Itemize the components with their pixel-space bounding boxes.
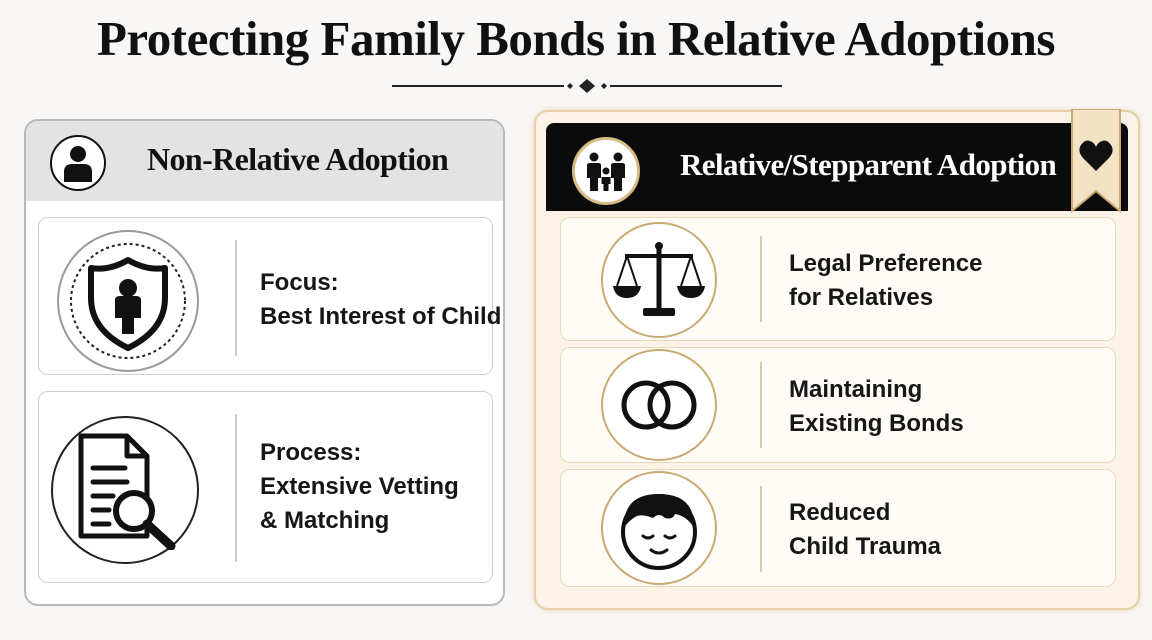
card-divider bbox=[760, 486, 762, 572]
card-divider bbox=[235, 414, 237, 562]
focus-value: Best Interest of Child bbox=[260, 303, 502, 330]
child-trauma-line2: Child Trauma bbox=[789, 533, 942, 560]
non-relative-header bbox=[26, 121, 503, 201]
non-relative-panel bbox=[24, 119, 505, 606]
focus-label: Focus: bbox=[260, 269, 339, 296]
process-label: Process: bbox=[260, 439, 362, 466]
process-text bbox=[260, 436, 459, 538]
card-divider bbox=[760, 236, 762, 322]
process-value-2: & Matching bbox=[260, 507, 390, 534]
scales-icon bbox=[601, 222, 717, 338]
legal-preference-text bbox=[789, 247, 982, 315]
heart-ribbon bbox=[1070, 109, 1122, 213]
document-search-icon bbox=[51, 416, 199, 564]
process-card bbox=[38, 391, 493, 583]
existing-bonds-line2: Existing Bonds bbox=[789, 410, 964, 437]
card-divider bbox=[760, 362, 762, 448]
person-icon bbox=[50, 135, 106, 191]
focus-text bbox=[260, 266, 501, 334]
existing-bonds-text bbox=[789, 373, 964, 441]
child-face-icon bbox=[601, 471, 717, 585]
focus-card bbox=[38, 217, 502, 375]
shield-person-icon bbox=[57, 230, 199, 372]
legal-preference-card bbox=[560, 217, 1116, 341]
process-value-1: Extensive Vetting bbox=[260, 473, 459, 500]
relative-header bbox=[546, 123, 1128, 211]
child-trauma-card bbox=[560, 469, 1116, 587]
existing-bonds-card bbox=[560, 347, 1116, 463]
legal-preference-line1: Legal Preference bbox=[789, 250, 983, 277]
interlocking-rings-icon bbox=[601, 349, 717, 461]
legal-preference-line2: for Relatives bbox=[789, 284, 934, 311]
relative-panel bbox=[534, 110, 1140, 610]
child-trauma-line1: Reduced bbox=[789, 499, 891, 526]
relative-heading: Relative/Stepparent Adoption bbox=[680, 147, 1057, 182]
non-relative-heading: Non-Relative Adoption bbox=[147, 141, 449, 177]
existing-bonds-line1: Maintaining bbox=[789, 376, 923, 403]
page-title: Protecting Family Bonds in Relative Adoptions bbox=[96, 11, 1055, 66]
title-divider bbox=[392, 76, 782, 96]
card-divider bbox=[235, 240, 237, 356]
family-icon bbox=[572, 137, 640, 205]
child-trauma-text bbox=[789, 496, 941, 564]
